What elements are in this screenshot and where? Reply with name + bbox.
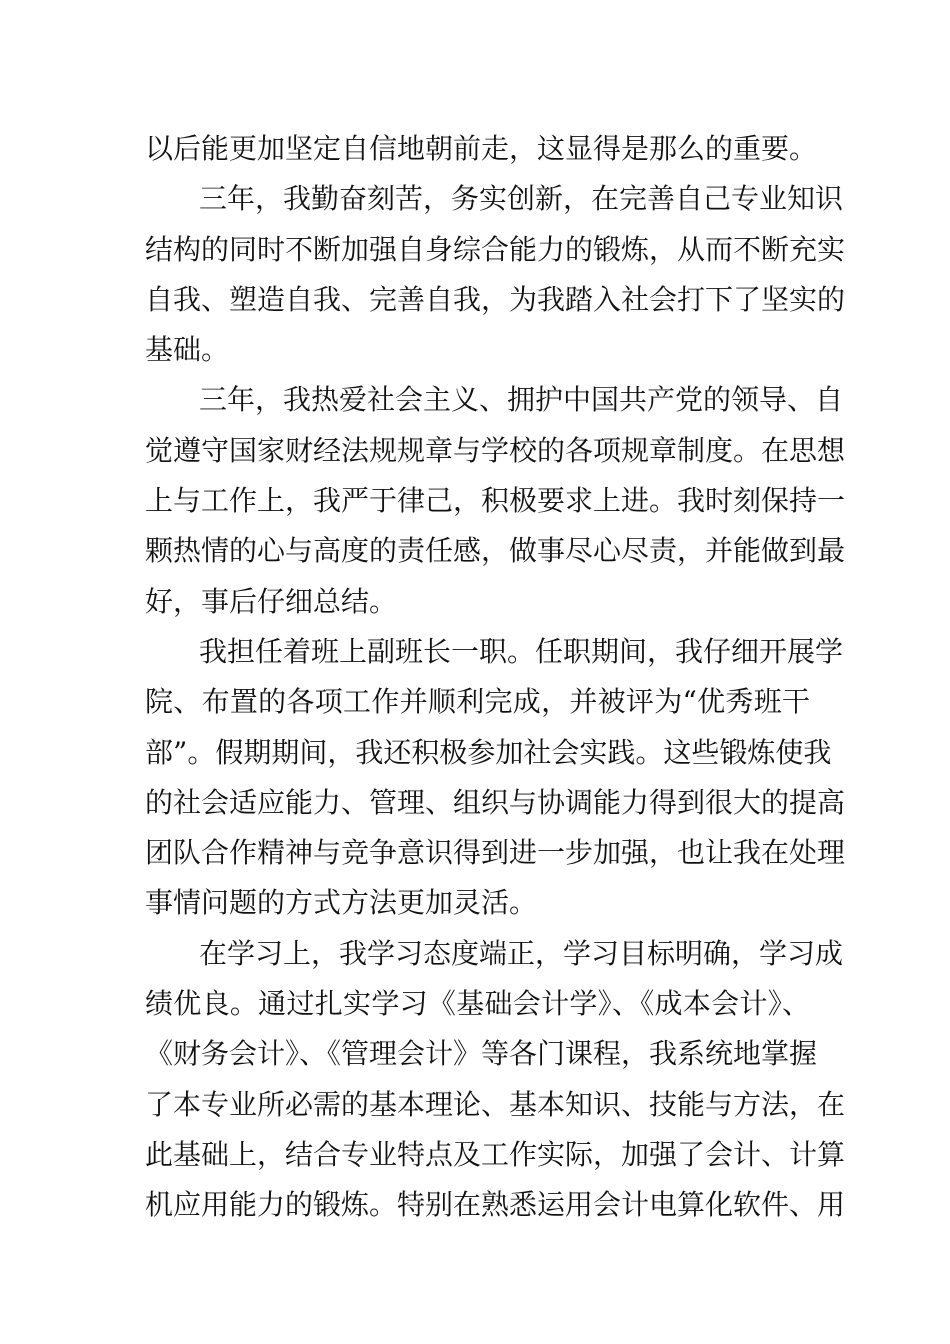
text-line: 好，事后仔细总结。 [145, 584, 398, 618]
text-line: 颗热情的心与高度的责任感，做事尽心尽责，并能做到最 [145, 534, 846, 568]
text-line: 以后能更加坚定自信地朝前走，这显得是那么的重要。 [145, 132, 818, 165]
paragraph-ideology [145, 375, 846, 626]
text-line: 此基础上，结合专业特点及工作实际，加强了会计、计算 [145, 1137, 846, 1171]
text-line: 事情问题的方式方法更加灵活。 [145, 886, 538, 920]
paragraph-continuation [145, 124, 818, 174]
paragraph-study [145, 929, 846, 1231]
document-body [145, 124, 846, 1231]
text-line: 团队合作精神与竞争意识得到进一步加强，也让我在处理 [145, 836, 846, 870]
text-line: 我担任着班上副班长一职。任职期间，我仔细开展学 [199, 634, 844, 668]
text-line: 了本专业所必需的基本理论、基本知识、技能与方法，在 [145, 1087, 846, 1121]
paragraph-diligence [145, 174, 846, 375]
text-line: 机应用能力的锻炼。特别在熟悉运用会计电算化软件、用 [145, 1188, 846, 1222]
text-line: 上与工作上，我严于律己，积极要求上进。我时刻保持一 [145, 484, 846, 518]
text-line: 三年，我热爱社会主义、拥护中国共产党的领导、自 [199, 383, 844, 417]
text-line: 结构的同时不断加强自身综合能力的锻炼，从而不断充实 [145, 232, 846, 266]
text-line: 绩优良。通过扎实学习《基础会计学》、《成本会计》、 [145, 987, 810, 1021]
text-line: 在学习上，我学习态度端正，学习目标明确，学习成 [199, 936, 844, 970]
text-line: 《财务会计》、《管理会计》等各门课程，我系统地掌握 [145, 1037, 818, 1071]
text-line: 部”。假期期间，我还积极参加社会实践。这些锻炼使我 [145, 735, 832, 769]
paragraph-monitor-role [145, 627, 846, 929]
text-line: 自我、塑造自我、完善自我，为我踏入社会打下了坚实的 [145, 282, 846, 316]
text-line: 三年，我勤奋刻苦，务实创新，在完善自己专业知识 [199, 182, 844, 216]
text-line: 的社会适应能力、管理、组织与协调能力得到很大的提高 [145, 785, 846, 819]
text-line: 觉遵守国家财经法规规章与学校的各项规章制度。在思想 [145, 433, 846, 467]
text-line: 院、布置的各项工作并顺利完成，并被评为“优秀班干 [145, 685, 810, 719]
text-line: 基础。 [145, 333, 230, 367]
